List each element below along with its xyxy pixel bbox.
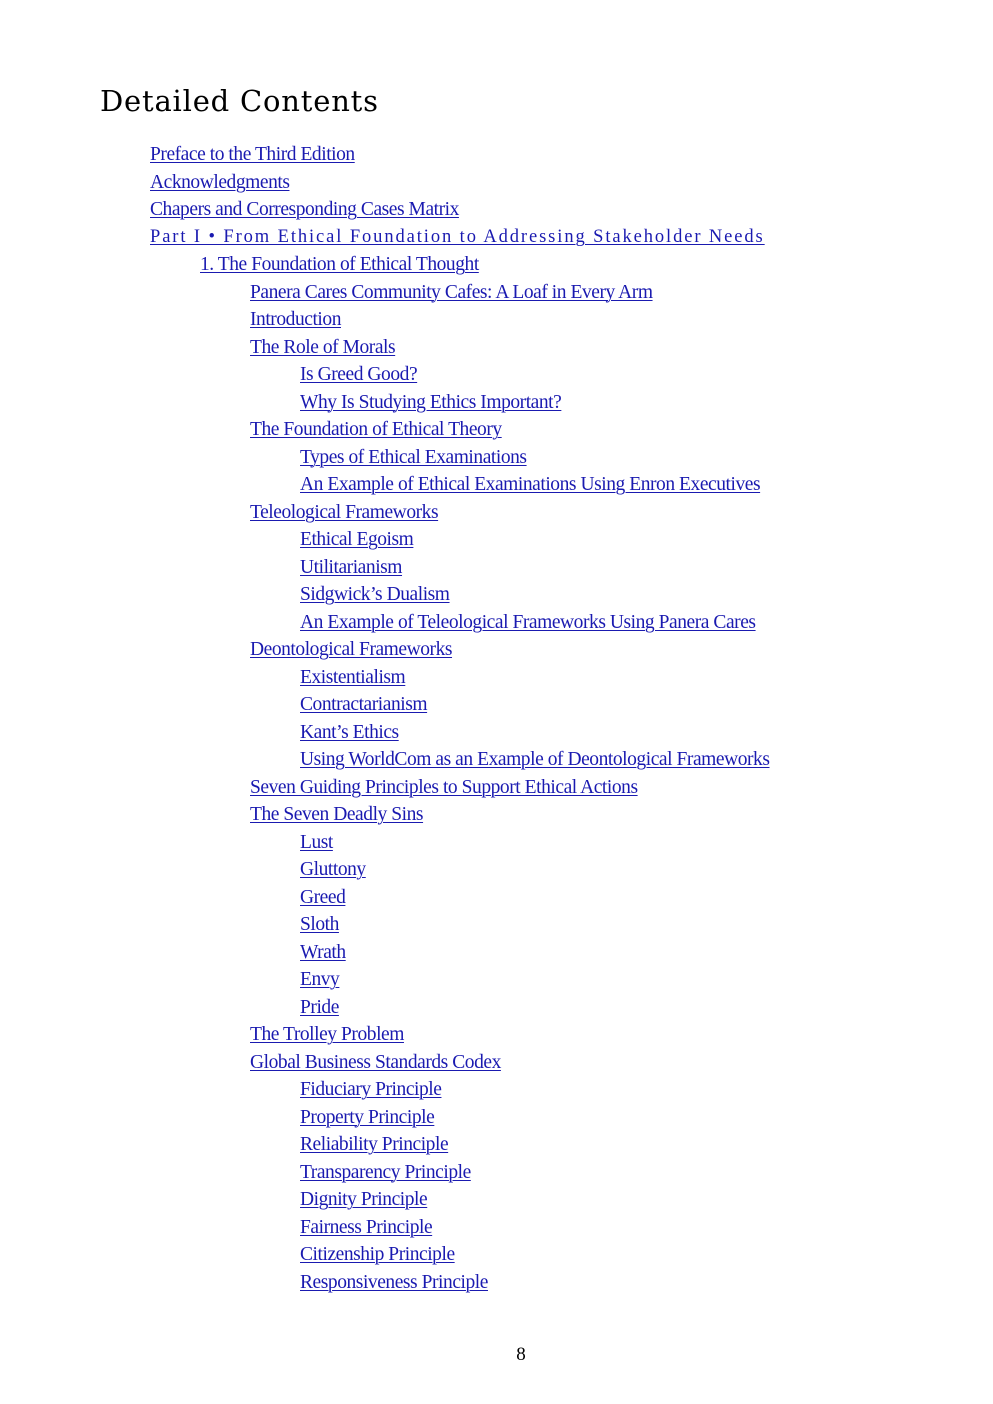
- toc-link[interactable]: Greed: [300, 886, 346, 908]
- toc-link[interactable]: Preface to the Third Edition: [150, 144, 355, 165]
- toc-entry: [0, 196, 770, 224]
- toc-link[interactable]: The Trolley Problem: [250, 1024, 404, 1045]
- table-of-contents: [0, 141, 770, 1296]
- toc-link[interactable]: Fiduciary Principle: [300, 1079, 442, 1100]
- toc-link[interactable]: Is Greed Good?: [300, 364, 418, 385]
- toc-entry: [0, 774, 770, 802]
- toc-link[interactable]: An Example of Teleological Frameworks Using Panera Cares: [300, 611, 756, 633]
- toc-link[interactable]: The Seven Deadly Sins: [250, 804, 424, 825]
- toc-entry: [0, 1241, 770, 1269]
- toc-entry: [0, 416, 770, 444]
- toc-link[interactable]: Citizenship Principle: [300, 1244, 455, 1265]
- toc-entry: [0, 1104, 770, 1132]
- toc-link[interactable]: Utilitarianism: [300, 556, 403, 578]
- toc-link[interactable]: Envy: [300, 969, 340, 990]
- toc-link[interactable]: Sidgwick’s Dualism: [300, 584, 450, 605]
- toc-link[interactable]: Existentialism: [300, 666, 406, 688]
- toc-entry: [0, 966, 770, 994]
- toc-link[interactable]: Wrath: [300, 941, 346, 963]
- toc-entry: [0, 1131, 770, 1159]
- toc-entry: [0, 581, 770, 609]
- toc-entry: [0, 499, 770, 527]
- toc-entry: [0, 1159, 770, 1187]
- toc-link[interactable]: Responsiveness Principle: [300, 1271, 488, 1293]
- toc-link[interactable]: Ethical Egoism: [300, 529, 414, 550]
- toc-entry: [0, 609, 770, 637]
- toc-link[interactable]: Transparency Principle: [300, 1161, 471, 1183]
- toc-entry: [0, 361, 770, 389]
- toc-entry: [0, 994, 770, 1022]
- toc-link[interactable]: Global Business Standards Codex: [250, 1051, 501, 1073]
- toc-link[interactable]: Acknowledgments: [150, 171, 290, 193]
- toc-link[interactable]: Why Is Studying Ethics Important?: [300, 391, 562, 413]
- toc-entry: [0, 1076, 770, 1104]
- toc-entry: [0, 526, 770, 554]
- toc-entry: [0, 719, 770, 747]
- toc-link[interactable]: Chapers and Corresponding Cases Matrix: [150, 199, 459, 220]
- toc-entry: [0, 1214, 770, 1242]
- toc-entry: [0, 636, 770, 664]
- toc-link[interactable]: Kant’s Ethics: [300, 721, 399, 743]
- toc-entry: [0, 1021, 770, 1049]
- toc-entry: [0, 911, 770, 939]
- toc-link[interactable]: Panera Cares Community Cafes: A Loaf in Every Arm: [250, 281, 653, 303]
- toc-entry: [0, 1049, 770, 1077]
- toc-part-heading: [0, 224, 770, 252]
- toc-link[interactable]: Introduction: [250, 309, 341, 330]
- toc-entry: [0, 554, 770, 582]
- toc-entry: [0, 306, 770, 334]
- toc-link[interactable]: Pride: [300, 996, 339, 1018]
- toc-link[interactable]: Reliability Principle: [300, 1134, 449, 1155]
- page-title: Detailed Contents: [100, 84, 379, 118]
- toc-entry: [0, 939, 770, 967]
- toc-entry: [0, 801, 770, 829]
- toc-entry: [0, 1186, 770, 1214]
- toc-link[interactable]: Dignity Principle: [300, 1189, 428, 1210]
- toc-link[interactable]: Contractarianism: [300, 694, 428, 715]
- toc-entry: [0, 691, 770, 719]
- toc-link[interactable]: Using WorldCom as an Example of Deontological Frameworks: [300, 749, 770, 770]
- toc-entry: [0, 444, 770, 472]
- toc-entry: [0, 856, 770, 884]
- toc-entry: [0, 169, 770, 197]
- toc-entry: [0, 334, 770, 362]
- toc-entry: [0, 1269, 770, 1297]
- toc-entry: [0, 389, 770, 417]
- toc-link[interactable]: Deontological Frameworks: [250, 639, 453, 660]
- toc-entry: [0, 884, 770, 912]
- toc-link[interactable]: An Example of Ethical Examinations Using Enron Executives: [300, 474, 761, 495]
- toc-entry: [0, 141, 770, 169]
- toc-link[interactable]: The Foundation of Ethical Theory: [250, 419, 502, 440]
- toc-link[interactable]: Property Principle: [300, 1106, 435, 1128]
- toc-link[interactable]: Types of Ethical Examinations: [300, 446, 527, 468]
- toc-link[interactable]: Fairness Principle: [300, 1216, 433, 1238]
- toc-link[interactable]: Sloth: [300, 914, 339, 935]
- toc-link[interactable]: Seven Guiding Principles to Support Ethical Actions: [250, 776, 638, 798]
- toc-entry: [0, 279, 770, 307]
- toc-link[interactable]: Part I • From Ethical Foundation to Addressing Stakeholder Needs: [150, 226, 765, 247]
- page-number: 8: [516, 1344, 526, 1365]
- toc-entry: [0, 664, 770, 692]
- toc-link[interactable]: 1. The Foundation of Ethical Thought: [200, 254, 479, 275]
- toc-link[interactable]: The Role of Morals: [250, 336, 396, 358]
- toc-link[interactable]: Gluttony: [300, 859, 366, 880]
- toc-entry: [0, 251, 770, 279]
- toc-entry: [0, 746, 770, 774]
- toc-link[interactable]: Lust: [300, 831, 333, 853]
- toc-entry: [0, 829, 770, 857]
- toc-link[interactable]: Teleological Frameworks: [250, 501, 439, 523]
- toc-entry: [0, 471, 770, 499]
